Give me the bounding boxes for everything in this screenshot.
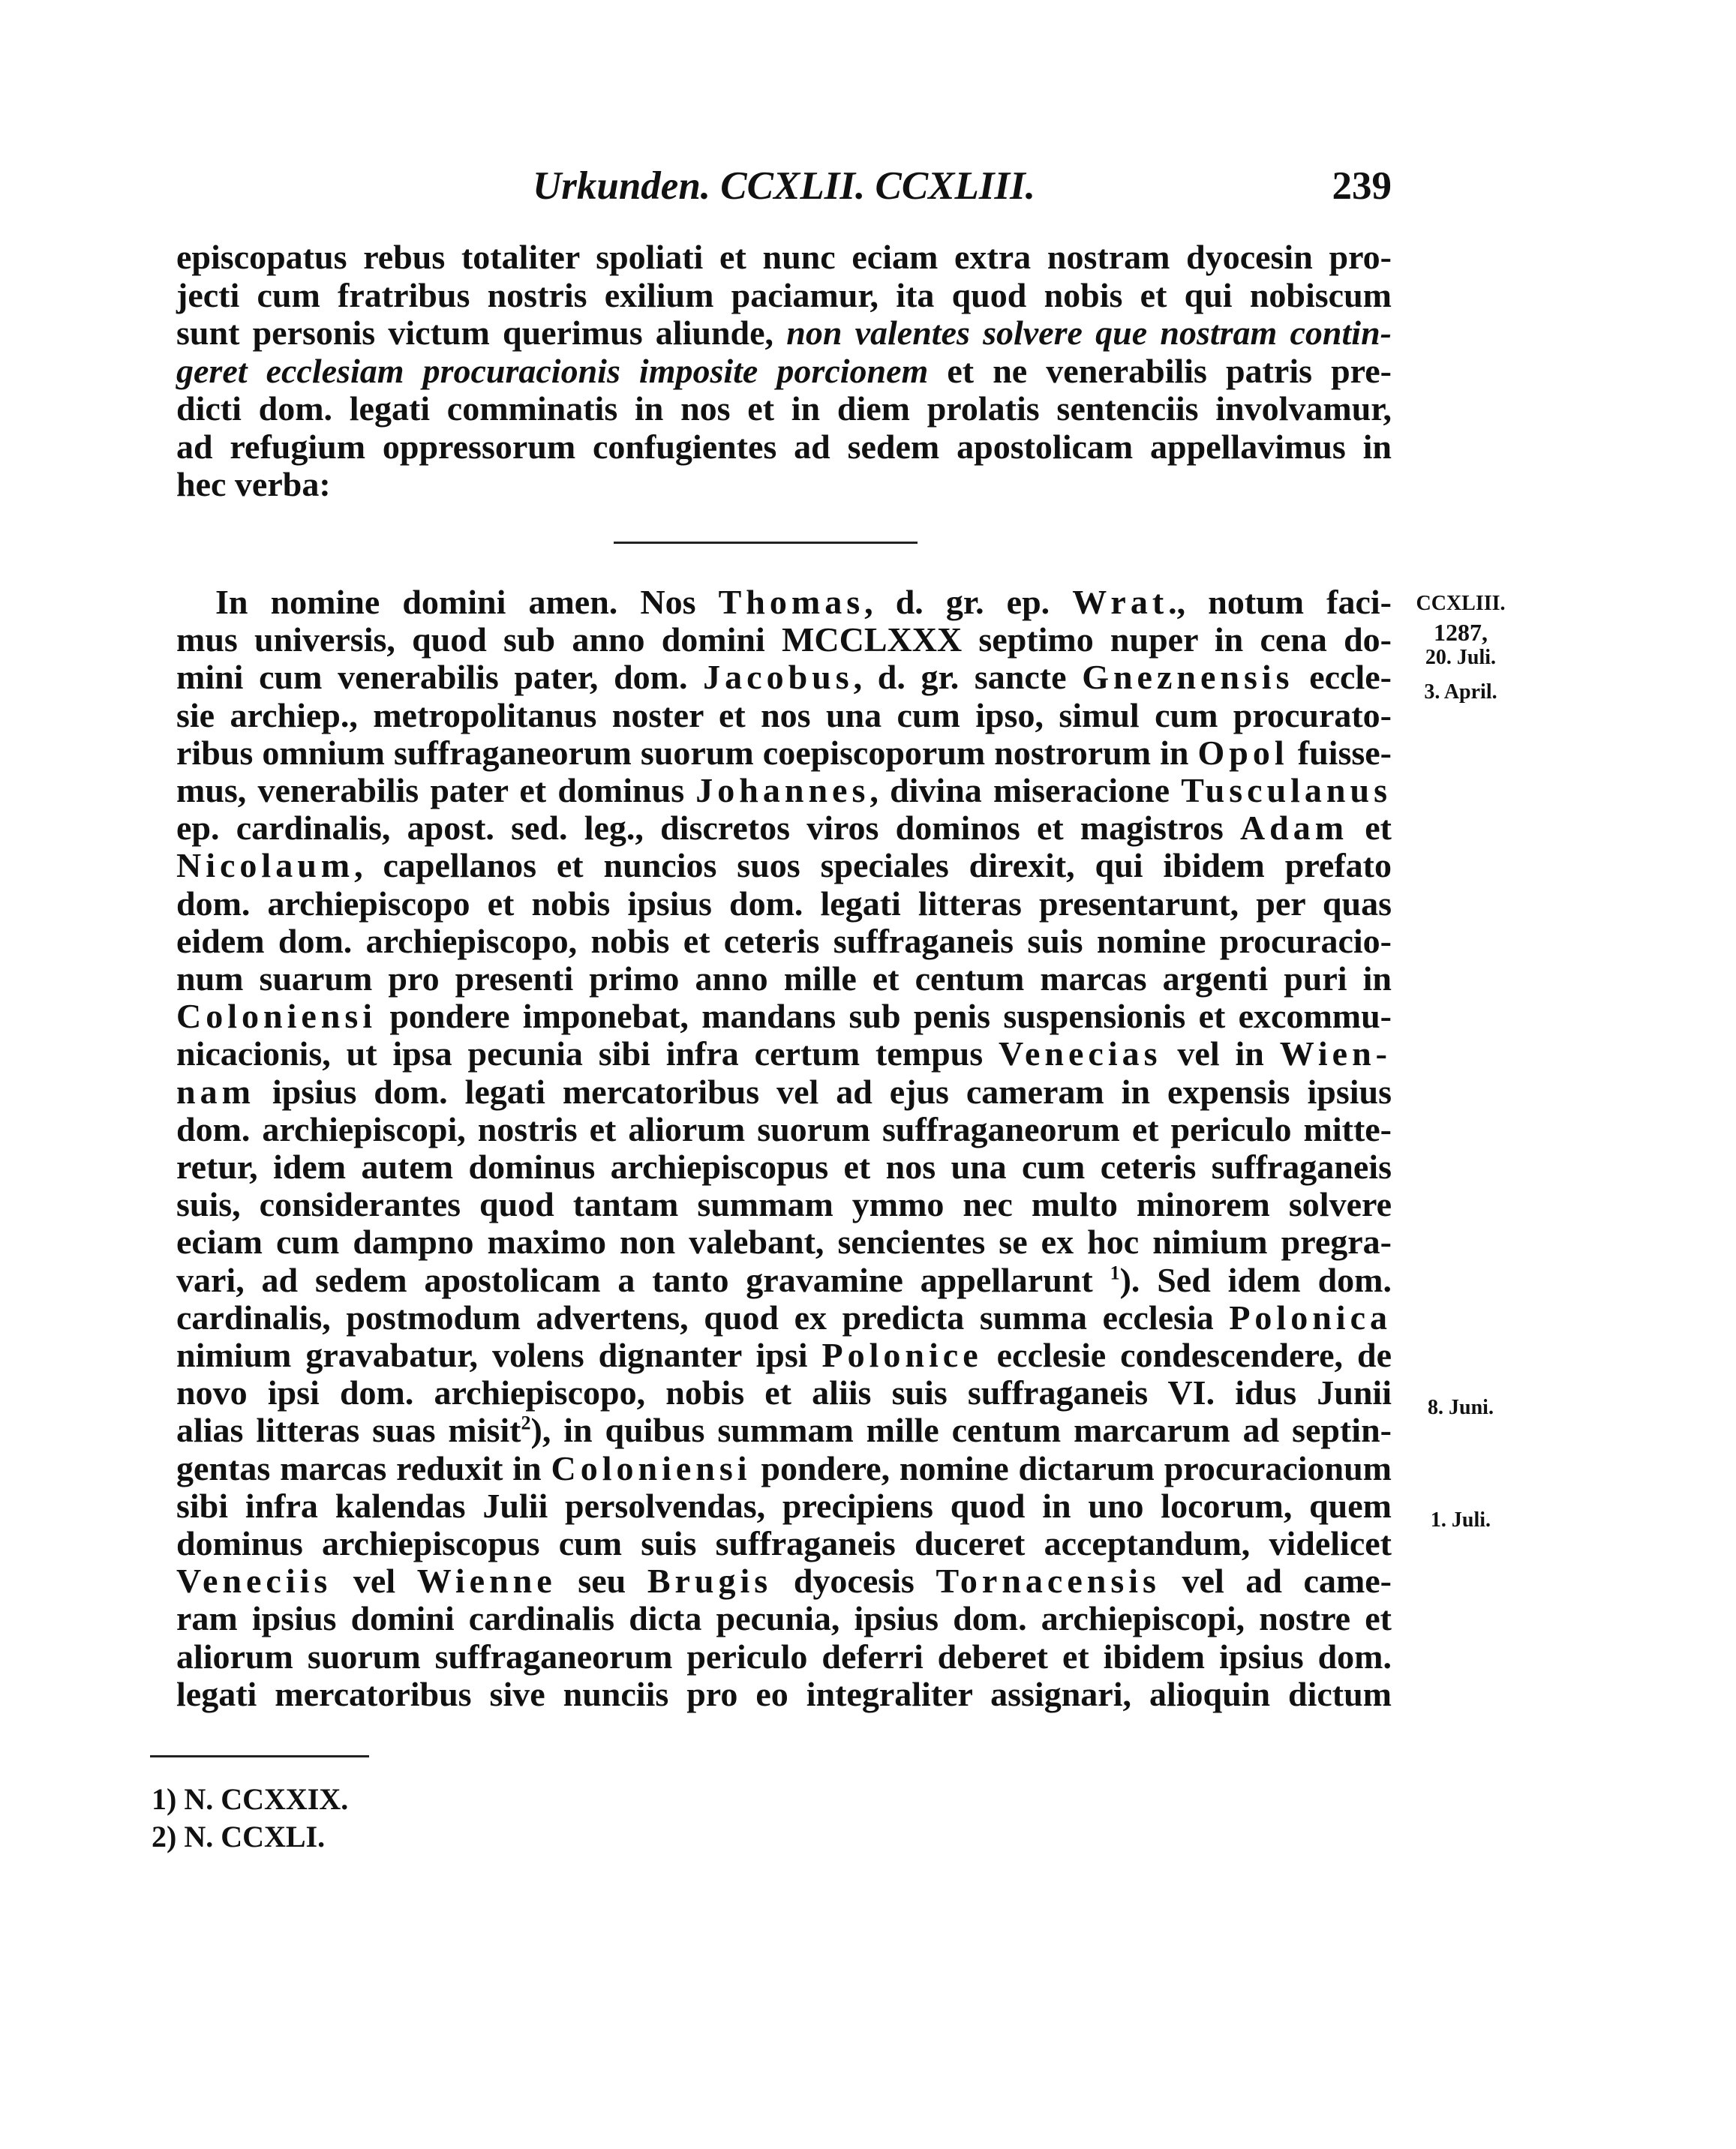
- text-line: [176, 1337, 1392, 1374]
- footnote-rule: [150, 1755, 369, 1757]
- margin-year: 1287,: [1434, 619, 1488, 646]
- text-segment: mini cum venerabilis pater, dom.: [176, 658, 704, 697]
- spaced-name: Johannes: [695, 771, 870, 809]
- text-segment: , d. gr. sancte: [853, 658, 1083, 697]
- spaced-name: nam: [176, 1072, 255, 1111]
- text-line: [176, 1412, 1392, 1449]
- text-segment: nicacionis, ut ipsa pecunia sibi infra certum tempus: [176, 1034, 999, 1073]
- text-segment: num suarum pro presenti primo anno mille et centum marcas argenti puri in: [176, 959, 1392, 998]
- spaced-name: Gneznensis: [1082, 658, 1294, 697]
- text-segment: suis, considerantes quod tantam summam ymmo nec multo minorem solvere: [176, 1185, 1392, 1224]
- spaced-name: Tusculanus: [1181, 771, 1392, 809]
- text-segment: non valentes solvere que nostram contin-: [786, 314, 1392, 352]
- text-line: [176, 734, 1392, 772]
- text-segment: , divina miseracione: [870, 771, 1182, 809]
- text-line: [176, 659, 1392, 696]
- text-segment: ecclesie condescendere, de: [982, 1336, 1392, 1374]
- text-segment: episcopatus rebus totaliter spoliati et nunc eciam extra nostram dyocesin pro-: [176, 238, 1392, 276]
- spaced-name: Polonica: [1229, 1298, 1392, 1337]
- footnote-ref: 2: [521, 1412, 531, 1435]
- text-segment: ad refugium oppressorum confugientes ad sedem apostolicam appellavimus in: [176, 427, 1392, 466]
- spaced-name: Veneciis: [176, 1562, 332, 1601]
- text-line: [176, 1111, 1392, 1148]
- text-segment: ipsius dom. legati mercatoribus vel ad ejus cameram in expensis ipsius: [254, 1072, 1392, 1111]
- footnote-2: [152, 1819, 325, 1854]
- text-segment: legati mercatoribus sive nunciis pro eo integraliter assignari, alioquin dictum: [176, 1674, 1392, 1713]
- text-segment: vel ad came-: [1160, 1562, 1392, 1601]
- text-segment: ., notum faci-: [1168, 583, 1392, 621]
- footnote-1: [152, 1781, 348, 1817]
- text-segment: ribus omnium suffraganeorum suorum coepiscoporum nostrorum in: [176, 733, 1198, 772]
- text-segment: seu: [556, 1562, 647, 1601]
- text-line: [176, 1525, 1392, 1562]
- text-line: [176, 998, 1392, 1035]
- text-line: [176, 885, 1392, 923]
- text-segment: retur, idem autem dominus archiepiscopus et nos una cum ceteris suffraganeis: [176, 1148, 1392, 1186]
- text-segment: pondere imponebat, mandans sub penis suspensionis et excommu-: [377, 997, 1392, 1036]
- spaced-name: Venecias: [999, 1034, 1162, 1073]
- text-segment: alias litteras suas misit: [176, 1411, 521, 1450]
- footnote-2-number: 2): [152, 1820, 177, 1853]
- text-line: [176, 1223, 1392, 1261]
- text-line: [176, 1487, 1392, 1525]
- text-segment: ram ipsius domini cardinalis dicta pecunia, ipsius dom. archiepiscopi, nostre et: [176, 1599, 1392, 1638]
- text-line: [176, 1035, 1392, 1073]
- text-segment: geret ecclesiam procuracionis imposite porcionem: [176, 351, 929, 390]
- text-segment: , capellanos et nuncios suos speciales direxit, qui ibidem prefato: [354, 846, 1392, 885]
- text-line: [176, 277, 1392, 314]
- margin-doc-number: CCXLIII.: [1416, 592, 1506, 615]
- text-segment: sibi infra kalendas Julii persolvendas, precipiens quod in uno locorum, quem: [176, 1486, 1392, 1525]
- margin-date-june8: 8. Juni.: [1428, 1396, 1494, 1419]
- page-header: [176, 164, 1392, 216]
- text-line: [176, 1562, 1392, 1600]
- spaced-name: Nicolaum: [176, 846, 355, 885]
- text-line: [176, 466, 1392, 503]
- text-segment: aliorum suorum suffraganeorum periculo deferri deberet et ibidem ipsius dom.: [176, 1637, 1392, 1676]
- spaced-name: Tornacensis: [936, 1562, 1161, 1601]
- text-segment: pondere, nomine dictarum procuracionum: [751, 1448, 1392, 1487]
- text-segment: ). Sed idem dom.: [1119, 1260, 1392, 1299]
- text-segment: , d. gr. ep.: [864, 583, 1073, 621]
- text-segment: vel in: [1161, 1034, 1280, 1073]
- text-segment: eccle-: [1293, 658, 1392, 697]
- text-line: [176, 1262, 1392, 1299]
- text-line: [176, 1450, 1392, 1487]
- text-segment: nimium gravabatur, volens dignanter ipsi: [176, 1336, 822, 1374]
- text-line: [176, 1186, 1392, 1223]
- spaced-name: Coloniensi: [176, 997, 377, 1036]
- text-segment: novo ipsi dom. archiepiscopo, nobis et aliis suis suffraganeis VI. idus Junii: [176, 1373, 1392, 1412]
- document-separator: [614, 542, 918, 544]
- text-segment: vel: [332, 1562, 417, 1601]
- text-segment: ep. cardinalis, apost. sed. leg., discretos viros dominos et magistros: [176, 809, 1240, 848]
- text-line: [176, 1600, 1392, 1637]
- text-segment: dom. archiepiscopi, nostris et aliorum suorum suffraganeorum et periculo mitte-: [176, 1109, 1392, 1148]
- text-segment: dominus archiepiscopus cum suis suffraganeis duceret acceptandum, videlicet: [176, 1524, 1392, 1562]
- spaced-name: Wrat: [1072, 583, 1169, 621]
- text-segment: gentas marcas reduxit in: [176, 1448, 551, 1487]
- text-line: [176, 1073, 1392, 1111]
- text-line: [176, 1374, 1392, 1412]
- footnote-1-number: 1): [152, 1782, 177, 1816]
- margin-date-july1: 1. Juli.: [1430, 1508, 1491, 1532]
- text-line: [176, 584, 1392, 621]
- spaced-name: Polonice: [821, 1336, 983, 1374]
- spaced-name: Jacobus: [703, 658, 854, 697]
- spaced-name: Adam: [1239, 809, 1349, 848]
- spaced-name: Opol: [1197, 733, 1289, 772]
- text-segment: eciam cum dampno maximo non valebant, sencientes se ex hoc nimium pregra-: [176, 1223, 1392, 1262]
- text-segment: In nomine domini amen. Nos: [215, 583, 719, 621]
- footnote-2-text: N. CCXLI.: [184, 1820, 326, 1853]
- text-line: [176, 314, 1392, 352]
- text-segment: et ne venerabilis patris pre-: [928, 351, 1392, 390]
- text-segment: cardinalis, postmodum advertens, quod ex predicta summa ecclesia: [176, 1298, 1230, 1337]
- text-segment: et: [1348, 809, 1392, 848]
- text-line: [176, 697, 1392, 734]
- text-segment: vari, ad sedem apostolicam a tanto gravamine appellarunt: [176, 1260, 1110, 1299]
- text-line: [176, 772, 1392, 809]
- spaced-name: Wienne: [416, 1562, 557, 1601]
- spaced-name: Wien-: [1279, 1034, 1392, 1073]
- spaced-name: Brugis: [647, 1562, 773, 1601]
- footnote-1-text: N. CCXXIX.: [184, 1782, 349, 1816]
- text-line: [176, 923, 1392, 960]
- text-line: [176, 353, 1392, 390]
- page-number: 239: [1332, 164, 1392, 208]
- text-segment: sie archiep., metropolitanus noster et nos una cum ipso, simul cum procurato-: [176, 695, 1392, 734]
- margin-date-april3: 3. April.: [1424, 680, 1497, 704]
- text-segment: dicti dom. legati comminatis in nos et in diem prolatis sentenciis involvamur,: [176, 389, 1392, 428]
- text-segment: mus universis, quod sub anno domini MCCLXXX septimo nuper in cena do-: [176, 620, 1392, 659]
- footnote-ref: 1: [1110, 1262, 1120, 1284]
- spaced-name: Coloniensi: [551, 1448, 752, 1487]
- text-line: [176, 1148, 1392, 1186]
- text-segment: dyocesis: [772, 1562, 936, 1601]
- text-line: [176, 1638, 1392, 1676]
- running-head: Urkunden. CCXLII. CCXLIII.: [532, 164, 1036, 208]
- text-line: [176, 1299, 1392, 1337]
- text-segment: hec verba:: [176, 465, 331, 503]
- spaced-name: Thomas: [718, 583, 865, 621]
- text-line: [176, 960, 1392, 998]
- text-segment: jecti cum fratribus nostris exilium paciamur, ita quod nobis et qui nobiscum: [176, 275, 1392, 314]
- text-line: [176, 847, 1392, 884]
- text-segment: mus, venerabilis pater et dominus: [176, 771, 696, 809]
- text-line: [176, 428, 1392, 466]
- text-line: [176, 621, 1392, 659]
- text-segment: eidem dom. archiepiscopo, nobis et ceteris suffraganeis suis nomine procuracio-: [176, 921, 1392, 960]
- text-segment: ), in quibus summam mille centum marcarum ad septin-: [530, 1411, 1392, 1450]
- text-line: [176, 809, 1392, 847]
- text-line: [176, 239, 1392, 276]
- text-segment: sunt personis victum querimus aliunde,: [176, 314, 787, 352]
- text-segment: fuisse-: [1288, 733, 1392, 772]
- text-line: [176, 1676, 1392, 1713]
- text-segment: dom. archiepiscopo et nobis ipsius dom. legati litteras presentarunt, per quas: [176, 884, 1392, 923]
- text-line: [176, 390, 1392, 428]
- margin-date-july20: 20. Juli.: [1425, 646, 1497, 669]
